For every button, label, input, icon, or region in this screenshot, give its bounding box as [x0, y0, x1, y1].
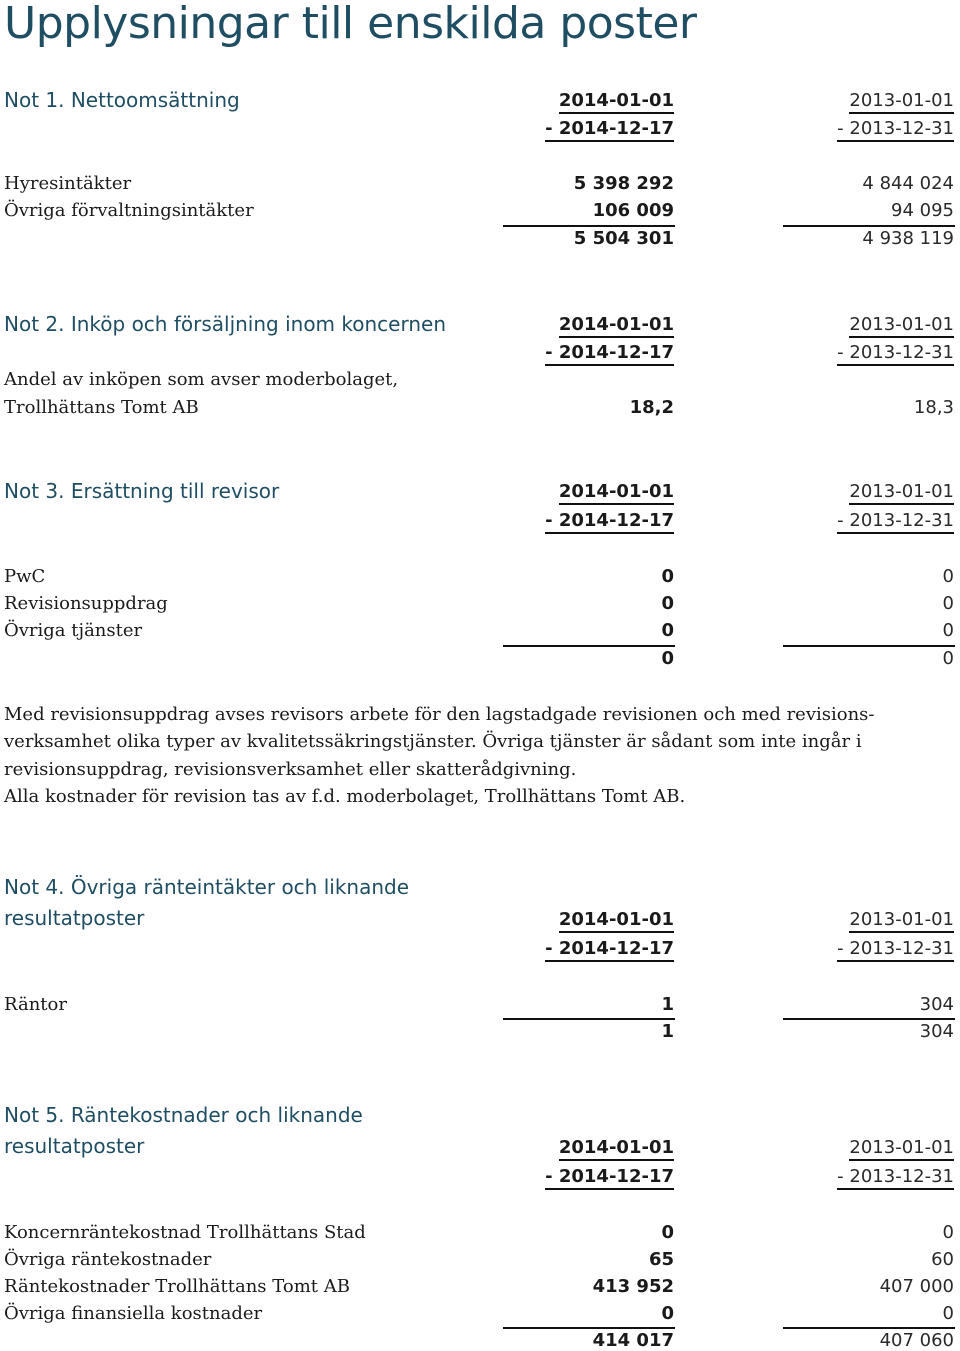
not3-heading: Not 3. Ersättning till revisor — [4, 479, 280, 503]
not4-sum-rule-prior — [783, 1018, 955, 1020]
not4-row-label: Räntor — [4, 994, 67, 1015]
not5-row-current: 0 — [661, 1222, 674, 1243]
not5-row-prior: 0 — [942, 1303, 954, 1324]
not2-current-period-end: - 2014-12-17 — [545, 342, 674, 366]
not3-sum-rule-prior — [783, 645, 955, 647]
not5-current-period-end: - 2014-12-17 — [545, 1166, 674, 1190]
not3-row-label: Övriga tjänster — [4, 620, 143, 641]
not5-row-current: 65 — [648, 1249, 674, 1270]
not3-current-period-end: - 2014-12-17 — [545, 510, 674, 534]
not3-row-label: Revisionsuppdrag — [4, 593, 168, 614]
not1-current-period-start: 2014-01-01 — [559, 90, 674, 114]
not5-row-label: Övriga finansiella kostnader — [4, 1303, 263, 1324]
not1-prior-period-start: 2013-01-01 — [849, 90, 954, 114]
not3-text-line: verksamhet olika typer av kvalitetssäkringstjänster. Övriga tjänster är sådant som inte ingår i — [4, 731, 862, 752]
not1-sum-rule-prior — [783, 225, 955, 227]
not5-row-label: Koncernräntekostnad Trollhättans Stad — [4, 1222, 366, 1243]
not1-row-current: 106 009 — [592, 200, 674, 221]
not3-row-label: PwC — [4, 566, 46, 587]
not3-sum-rule-current — [503, 645, 675, 647]
not2-label-line2: Trollhättans Tomt AB — [4, 397, 199, 418]
not1-heading: Not 1. Nettoomsättning — [4, 88, 240, 112]
not5-row-prior: 0 — [942, 1222, 954, 1243]
not3-text-line: Med revisionsuppdrag avses revisors arbete för den lagstadgade revisionen och med revisions- — [4, 704, 875, 725]
not2-prior-period-start: 2013-01-01 — [849, 314, 954, 338]
not2-current: 18,2 — [629, 397, 674, 418]
not5-row-current: 413 952 — [592, 1276, 674, 1297]
not5-row-label: Övriga räntekostnader — [4, 1249, 212, 1270]
not5-total-prior: 407 060 — [879, 1330, 954, 1351]
not4-prior-period-end: - 2013-12-31 — [837, 938, 954, 962]
not1-total-prior: 4 938 119 — [862, 228, 954, 249]
page-title: Upplysningar till enskilda poster — [4, 0, 697, 49]
not5-prior-period-start: 2013-01-01 — [849, 1137, 954, 1161]
not5-row-prior: 60 — [931, 1249, 954, 1270]
not4-prior-period-start: 2013-01-01 — [849, 909, 954, 933]
not3-prior-period-start: 2013-01-01 — [849, 481, 954, 505]
not3-total-prior: 0 — [942, 648, 954, 669]
not1-prior-period-end: - 2013-12-31 — [837, 118, 954, 142]
not5-sum-rule-prior — [783, 1327, 955, 1329]
not1-total-current: 5 504 301 — [573, 228, 674, 249]
not5-sum-rule-current — [503, 1327, 675, 1329]
not3-row-current: 0 — [661, 566, 674, 587]
not4-heading-line1: Not 4. Övriga ränteintäkter och liknande — [4, 875, 410, 899]
not3-row-prior: 0 — [942, 620, 954, 641]
not2-prior-period-end: - 2013-12-31 — [837, 342, 954, 366]
not1-row-prior: 4 844 024 — [862, 173, 954, 194]
not3-current-period-start: 2014-01-01 — [559, 481, 674, 505]
not5-current-period-start: 2014-01-01 — [559, 1137, 674, 1161]
not5-row-label: Räntekostnader Trollhättans Tomt AB — [4, 1276, 350, 1297]
not4-current-period-start: 2014-01-01 — [559, 909, 674, 933]
not5-heading-line1: Not 5. Räntekostnader och liknande — [4, 1103, 363, 1127]
not2-heading: Not 2. Inköp och försäljning inom koncernen — [4, 312, 447, 336]
not1-row-label: Hyresintäkter — [4, 173, 132, 194]
not3-total-current: 0 — [661, 648, 674, 669]
not4-sum-rule-current — [503, 1018, 675, 1020]
not3-text-line: Alla kostnader för revision tas av f.d. moderbolaget, Trollhättans Tomt AB. — [4, 786, 686, 807]
not4-row-prior: 304 — [919, 994, 954, 1015]
not4-row-current: 1 — [661, 994, 674, 1015]
not2-current-period-start: 2014-01-01 — [559, 314, 674, 338]
not3-prior-period-end: - 2013-12-31 — [837, 510, 954, 534]
not3-row-current: 0 — [661, 620, 674, 641]
not5-row-current: 0 — [661, 1303, 674, 1324]
not5-prior-period-end: - 2013-12-31 — [837, 1166, 954, 1190]
not5-heading-line2: resultatposter — [4, 1134, 145, 1158]
not4-heading-line2: resultatposter — [4, 906, 145, 930]
not1-row-label: Övriga förvaltningsintäkter — [4, 200, 254, 221]
not4-total-current: 1 — [661, 1021, 674, 1042]
not2-prior: 18,3 — [913, 397, 954, 418]
not1-current-period-end: - 2014-12-17 — [545, 118, 674, 142]
not1-row-prior: 94 095 — [891, 200, 954, 221]
not3-row-current: 0 — [661, 593, 674, 614]
not5-total-current: 414 017 — [592, 1330, 674, 1351]
not3-row-prior: 0 — [942, 593, 954, 614]
not3-row-prior: 0 — [942, 566, 954, 587]
not2-label-line1: Andel av inköpen som avser moderbolaget, — [4, 369, 399, 390]
not4-total-prior: 304 — [919, 1021, 954, 1042]
not3-text-line: revisionsuppdrag, revisionsverksamhet eller skatterådgivning. — [4, 759, 577, 780]
not1-sum-rule-current — [503, 225, 675, 227]
not5-row-prior: 407 000 — [879, 1276, 954, 1297]
not4-current-period-end: - 2014-12-17 — [545, 938, 674, 962]
not1-row-current: 5 398 292 — [573, 173, 674, 194]
